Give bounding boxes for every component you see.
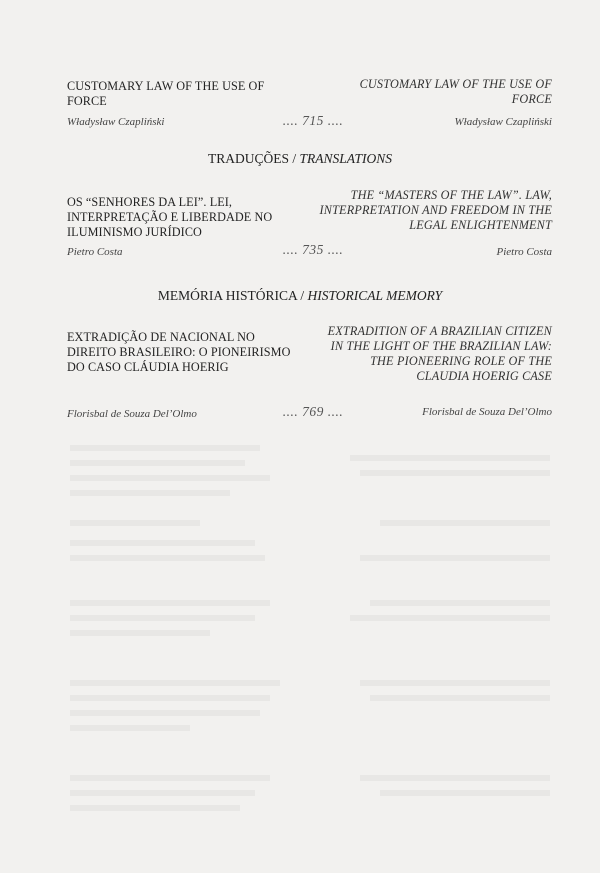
section-heading-pt: MEMÓRIA HISTÓRICA: [157, 288, 297, 303]
entry-page-number: .... 715 ....: [282, 113, 344, 128]
entry-author-right: Pietro Costa: [496, 246, 552, 258]
entry-page-number: .... 769 ....: [282, 404, 344, 419]
entry-author-left: Florisbal de Souza Del’Olmo: [67, 408, 197, 420]
entry-author-left: Pietro Costa: [67, 246, 123, 258]
entry-author-right: Władysław Czapliński: [454, 116, 552, 128]
entry-title-english: EXTRADITION OF A BRAZILIAN CITIZEN IN THE LIGHT OF THE BRAZILIAN LAW: THE PIONEERING ROLE OF THE CLAUDIA HOERIG CASE: [327, 324, 552, 383]
entry-title-portuguese: EXTRADIÇÃO DE NACIONAL NO DIREITO BRASILEIRO: O PIONEIRISMO DO CASO CLÁUDIA HOERIG: [67, 330, 291, 374]
section-heading-pt: TRADUÇÕES: [207, 151, 289, 166]
entry-author-left: Władysław Czapliński: [67, 116, 165, 128]
section-heading-separator: /: [288, 151, 300, 166]
section-heading-separator: /: [296, 288, 308, 303]
entry-title-portuguese: CUSTOMARY LAW OF THE USE OF FORCE: [67, 79, 265, 108]
section-heading-en: TRANSLATIONS: [299, 151, 393, 166]
section-heading-en: HISTORICAL MEMORY: [307, 288, 443, 303]
entry-author-right: Florisbal de Souza Del’Olmo: [422, 406, 552, 418]
entry-title-english: CUSTOMARY LAW OF THE USE OF FORCE: [359, 77, 552, 106]
entry-page-number: .... 735 ....: [282, 242, 344, 257]
entry-title-english: THE “MASTERS OF THE LAW”. LAW, INTERPRETATION AND FREEDOM IN THE LEGAL ENLIGHTENMENT: [319, 188, 552, 232]
entry-title-portuguese: OS “SENHORES DA LEI”. LEI, INTERPRETAÇÃO E LIBERDADE NO ILUMINISMO JURÍDICO: [67, 195, 273, 239]
